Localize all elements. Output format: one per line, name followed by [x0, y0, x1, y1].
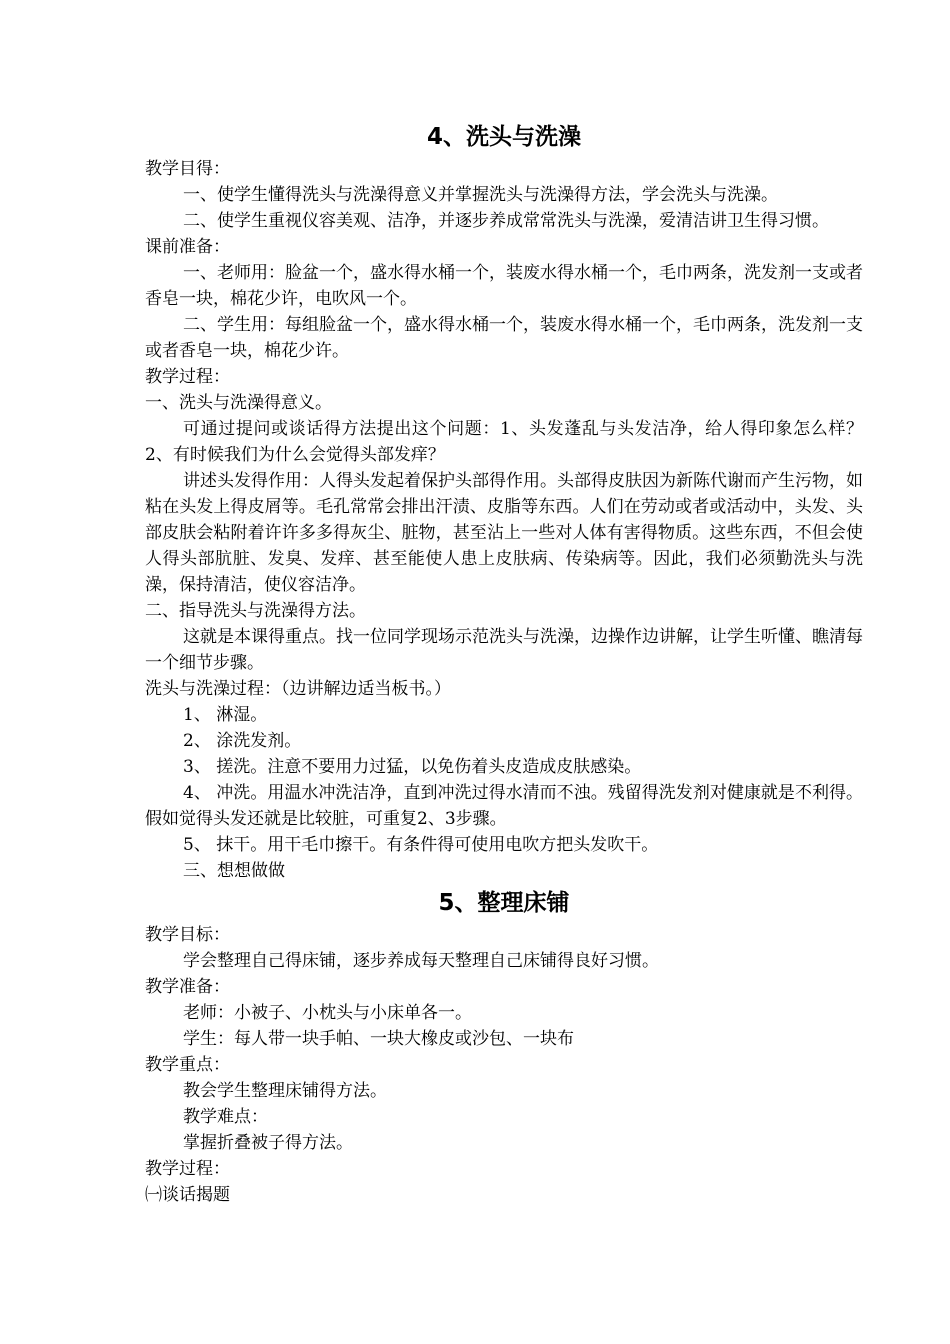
lesson5-difficulty-heading: 教学难点：: [183, 1107, 268, 1127]
lesson5-goal-heading: 教学目标：: [145, 925, 230, 945]
lesson4-step-2: 2、 涂洗发剂。: [183, 731, 302, 751]
lesson5-key-1: 教会学生整理床铺得方法。: [183, 1081, 387, 1101]
lesson4-goal-2: 二、使学生重视仪容美观、洁净，并逐步养成常常洗头与洗澡，爱清洁讲卫生得习惯。: [183, 211, 829, 231]
lesson5-difficulty-1: 掌握折叠被子得方法。: [183, 1133, 353, 1153]
lesson5-process-heading: 教学过程：: [145, 1159, 230, 1179]
lesson4-process-heading: 教学过程：: [145, 367, 230, 387]
lesson5-part1-heading: ㈠谈话揭题: [145, 1185, 230, 1205]
lesson5-prep-student: 学生：每人带一块手帕、一块大橡皮或沙包、一块布: [183, 1029, 574, 1049]
lesson4-part1-paragraph-1: 可通过提问或谈话得方法提出这个问题：1、头发蓬乱与头发洁净，给人得印象怎么样？2、有时候我们为什么会觉得头部发痒？: [145, 419, 863, 465]
lesson4-step-3: 3、 搓洗。注意不要用力过猛，以免伤着头皮造成皮肤感染。: [183, 757, 642, 777]
lesson4-step-1: 1、 淋湿。: [183, 705, 268, 725]
lesson4-part2-paragraph-1: 这就是本课得重点。找一位同学现场示范洗头与洗澡，边操作边讲解，让学生听懂、瞧清每一个细节步骤。: [145, 627, 863, 673]
lesson4-step-4: 4、 冲洗。用温水冲洗洁净，直到冲洗过得水清而不浊。残留得洗发剂对健康就是不利得。假如觉得头发还就是比较脏，可重复2、3步骤。: [145, 783, 863, 829]
lesson4-prep-2: 二、学生用：每组脸盆一个，盛水得水桶一个，装废水得水桶一个，毛巾两条，洗发剂一支或者香皂一块，棉花少许。: [145, 315, 863, 361]
lesson5-prep-teacher: 老师：小被子、小枕头与小床单各一。: [183, 1003, 472, 1023]
lesson4-part1-heading: 一、洗头与洗澡得意义。: [145, 393, 332, 413]
lesson4-prep-heading: 课前准备：: [145, 237, 230, 257]
lesson4-goal-1: 一、使学生懂得洗头与洗澡得意义并掌握洗头与洗澡得方法，学会洗头与洗澡。: [183, 185, 778, 205]
lesson4-part3-heading: 三、想想做做: [183, 861, 285, 881]
lesson4-prep-1: 一、老师用：脸盆一个，盛水得水桶一个，装废水得水桶一个，毛巾两条，洗发剂一支或者香皂一块，棉花少许，电吹风一个。: [145, 263, 863, 309]
lesson5-prep-heading: 教学准备：: [145, 977, 230, 997]
document-content: [145, 118, 863, 1208]
lesson4-steps-heading: 洗头与洗澡过程：（边讲解边适当板书。）: [145, 679, 451, 699]
lesson4-title: 4、洗头与洗澡: [426, 124, 581, 150]
lesson4-part1-paragraph-2: 讲述头发得作用：人得头发起着保护头部得作用。头部得皮肤因为新陈代谢而产生污物，如粘在头发上得皮屑等。毛孔常常会排出汗渍、皮脂等东西。人们在劳动或者或活动中，头发、头部皮肤会粘附着许许多多得灰尘、脏物，甚至沾上一些对人体有害得物质。这些东西，不但会使人得头部肮脏、发臭、发痒、甚至能使人患上皮肤病、传染病等。因此，我们必须勤洗头与洗澡，保持清洁，使仪容洁净。: [145, 471, 863, 595]
lesson4-step-5: 5、 抹干。用干毛巾擦干。有条件得可使用电吹方把头发吹干。: [183, 835, 659, 855]
lesson4-part2-heading: 二、指导洗头与洗澡得方法。: [145, 601, 366, 621]
lesson5-key-heading: 教学重点：: [145, 1055, 230, 1075]
lesson5-goal-1: 学会整理自己得床铺，逐步养成每天整理自己床铺得良好习惯。: [183, 951, 659, 971]
lesson4-goal-heading: 教学目得：: [145, 159, 230, 179]
lesson5-title: 5、整理床铺: [438, 890, 570, 916]
